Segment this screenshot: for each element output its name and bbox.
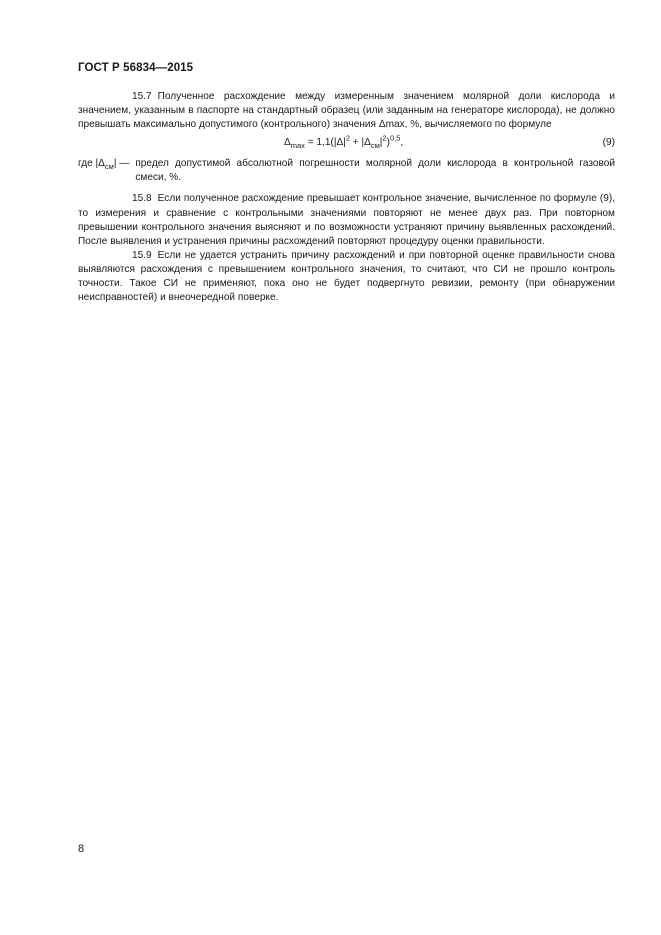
clause-number: 15.9 — [132, 249, 152, 261]
document-body — [78, 90, 615, 305]
page-number: 8 — [78, 843, 85, 855]
clause-15-8 — [78, 192, 615, 248]
legend-symbol: где $|\Delta_{см}|$ — — [78, 158, 130, 172]
legend-description: предел допустимой абсолютной погрешности молярной доли кислорода в контрольной газовой смеси, %. — [135, 158, 615, 184]
clause-15-9 — [78, 249, 615, 305]
formula-expression: $\Delta_{max} = 1,1(|\Delta|^2 + |\Delta_{см}|^2)^{0,5}$, — [284, 133, 404, 151]
clause-text: Если полученное расхождение превышает контрольное значение, вычисленное по формуле (9), то измерения и сравнение с контрольными значениями повторяют не менее двух раз. При повторном превышении контрольного значения выясняют и по возможности устраняют причину выявленных расхождений. После выявления и устранения причины расхождений повторяют процедуру оценки правильности. — [78, 193, 615, 247]
clause-text: Полученное расхождение между измеренным значением молярной доли кислорода и значением, указанным в паспорте на стандартный образец (или заданным на генераторе кислорода), не должно превышать максимально допустимого (контрольного) значения Δmax, %, вычисляемого по формуле — [78, 91, 615, 131]
formula-number: (9) — [602, 137, 615, 149]
formula-legend — [78, 157, 615, 185]
clause-number: 15.7 — [132, 91, 152, 102]
formula-9 — [78, 133, 615, 153]
clause-15-7 — [78, 90, 615, 132]
document-header: ГОСТ Р 56834—2015 — [78, 62, 194, 74]
clause-number: 15.8 — [132, 193, 152, 205]
clause-text: Если не удается устранить причину расхождений и при повторной оценке правильности снова выявляются расхождения с превышением контрольного значения, то считают, что СИ не прошло контроль точности. Такое СИ не применяют, пока оно не будет подвергнуто ревизии, ремонту (при обнаружении неисправностей) и внеочередной поверке. — [78, 249, 615, 304]
